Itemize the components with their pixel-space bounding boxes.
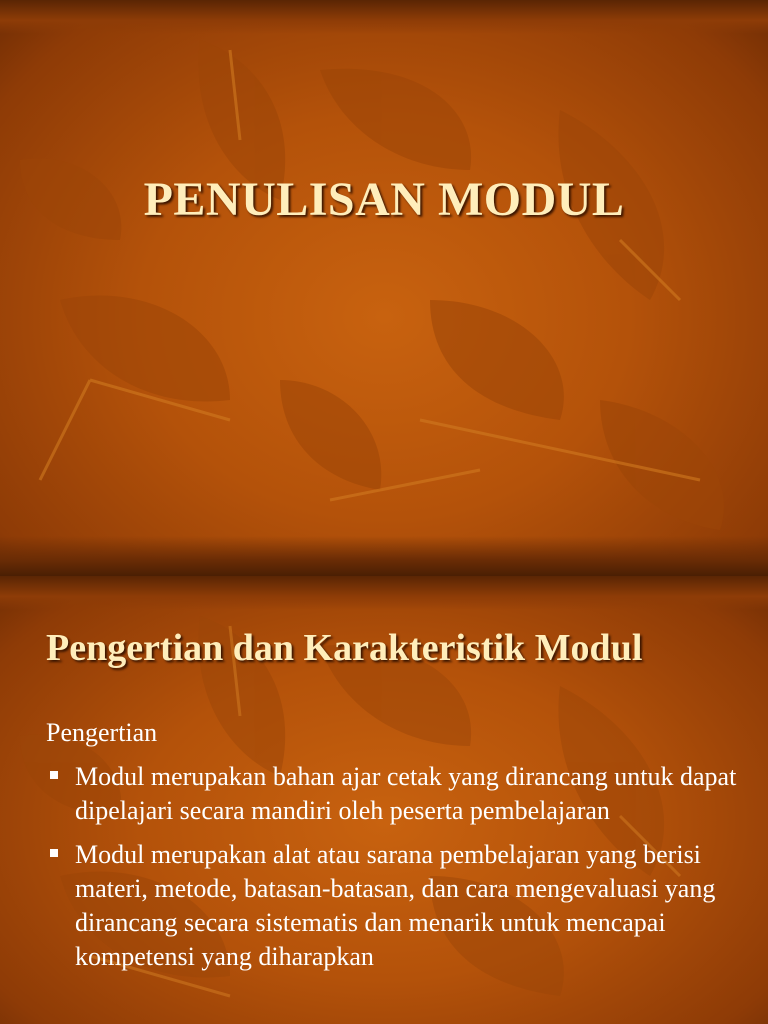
list-item: [46, 760, 746, 828]
top-shade: [0, 576, 768, 610]
bottom-shade: [0, 536, 768, 576]
top-shade: [0, 0, 768, 34]
square-bullet-icon: [50, 849, 58, 857]
section-label: Pengertian: [46, 718, 158, 747]
list-item-text: Modul merupakan alat atau sarana pembelajaran yang berisi materi, metode, batasan-batasan, dan cara mengevaluasi yang dirancang secara sistematis dan menarik untuk mencapai kompetensi yang diharapkan: [75, 840, 716, 971]
square-bullet-icon: [50, 771, 58, 779]
slide-heading: Pengertian dan Karakteristik Modul: [46, 627, 643, 669]
list-item: [46, 838, 746, 974]
slide-title: PENULISAN MODUL: [143, 173, 625, 226]
bullet-list: [46, 760, 746, 984]
list-item-text: Modul merupakan bahan ajar cetak yang dirancang untuk dapat dipelajari secara mandiri oleh peserta pembelajaran: [75, 762, 737, 825]
